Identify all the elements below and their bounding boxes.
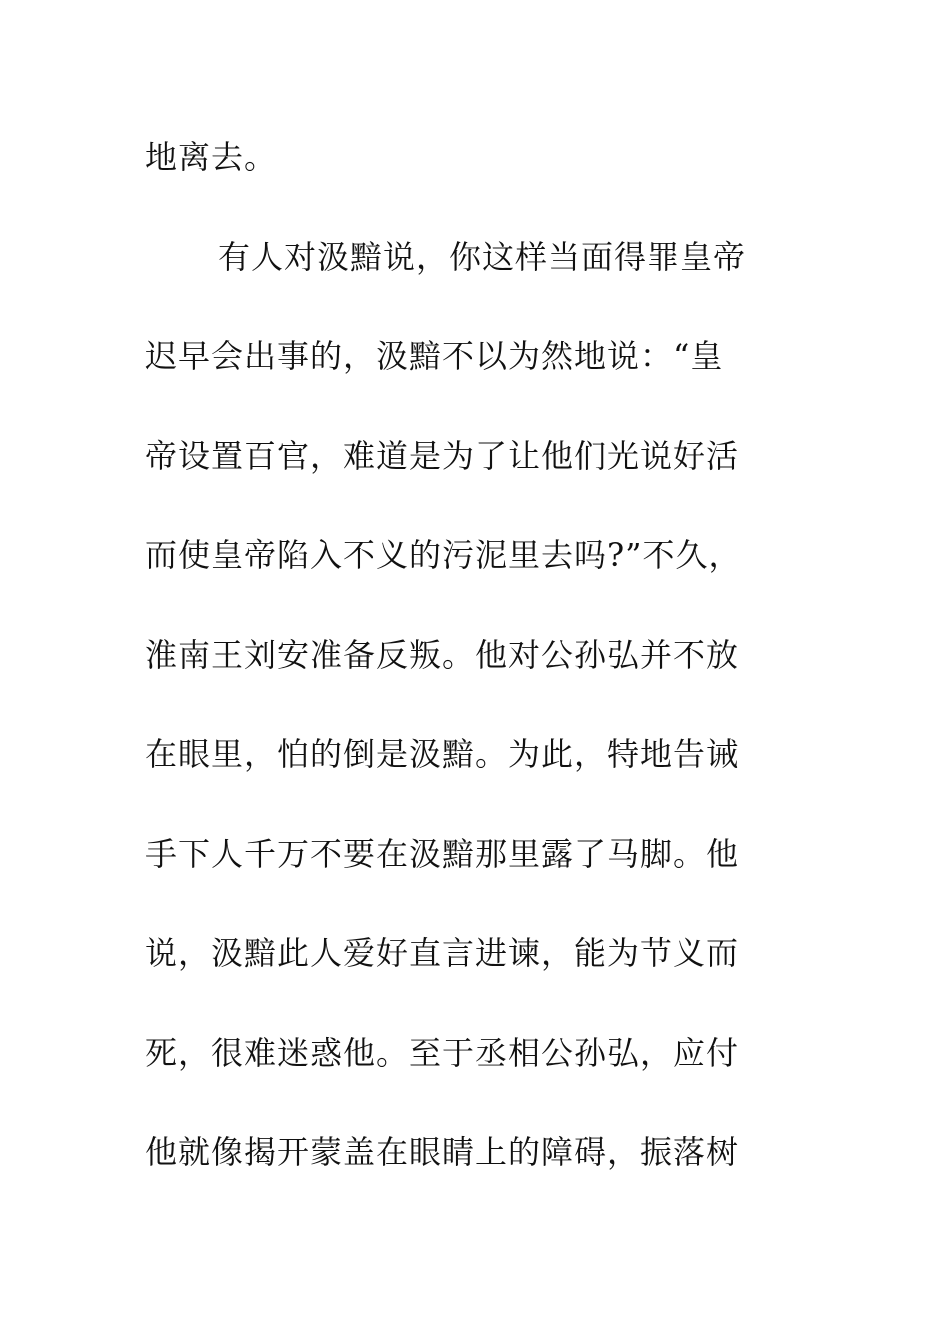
text-line: 帝设置百官，难道是为了让他们光说好活 [145, 436, 740, 475]
text-line: 手下人千万不要在汲黯那里露了马脚。他 [145, 834, 740, 873]
text-line: 死，很难迷惑他。至于丞相公孙弘，应付 [145, 1033, 740, 1072]
text-line: 淮南王刘安准备反叛。他对公孙弘并不放 [145, 635, 740, 674]
text-line: 地离去。 [145, 138, 278, 176]
body-text [145, 124, 815, 1185]
text-line: 在眼里，怕的倒是汲黯。为此，特地告诫 [145, 735, 740, 773]
text-line: 迟早会出事的，汲黯不以为然地说：“皇 [145, 337, 724, 375]
paragraph-first-line: 有人对汲黯说，你这样当面得罪皇帝 [218, 237, 747, 276]
text-line: 他就像揭开蒙盖在眼睛上的障碍，振落树 [145, 1133, 740, 1171]
text-line: 说，汲黯此人爱好直言进谏，能为节义而 [145, 934, 740, 972]
text-line: 而使皇帝陷入不义的污泥里去吗?”不久， [145, 536, 742, 574]
